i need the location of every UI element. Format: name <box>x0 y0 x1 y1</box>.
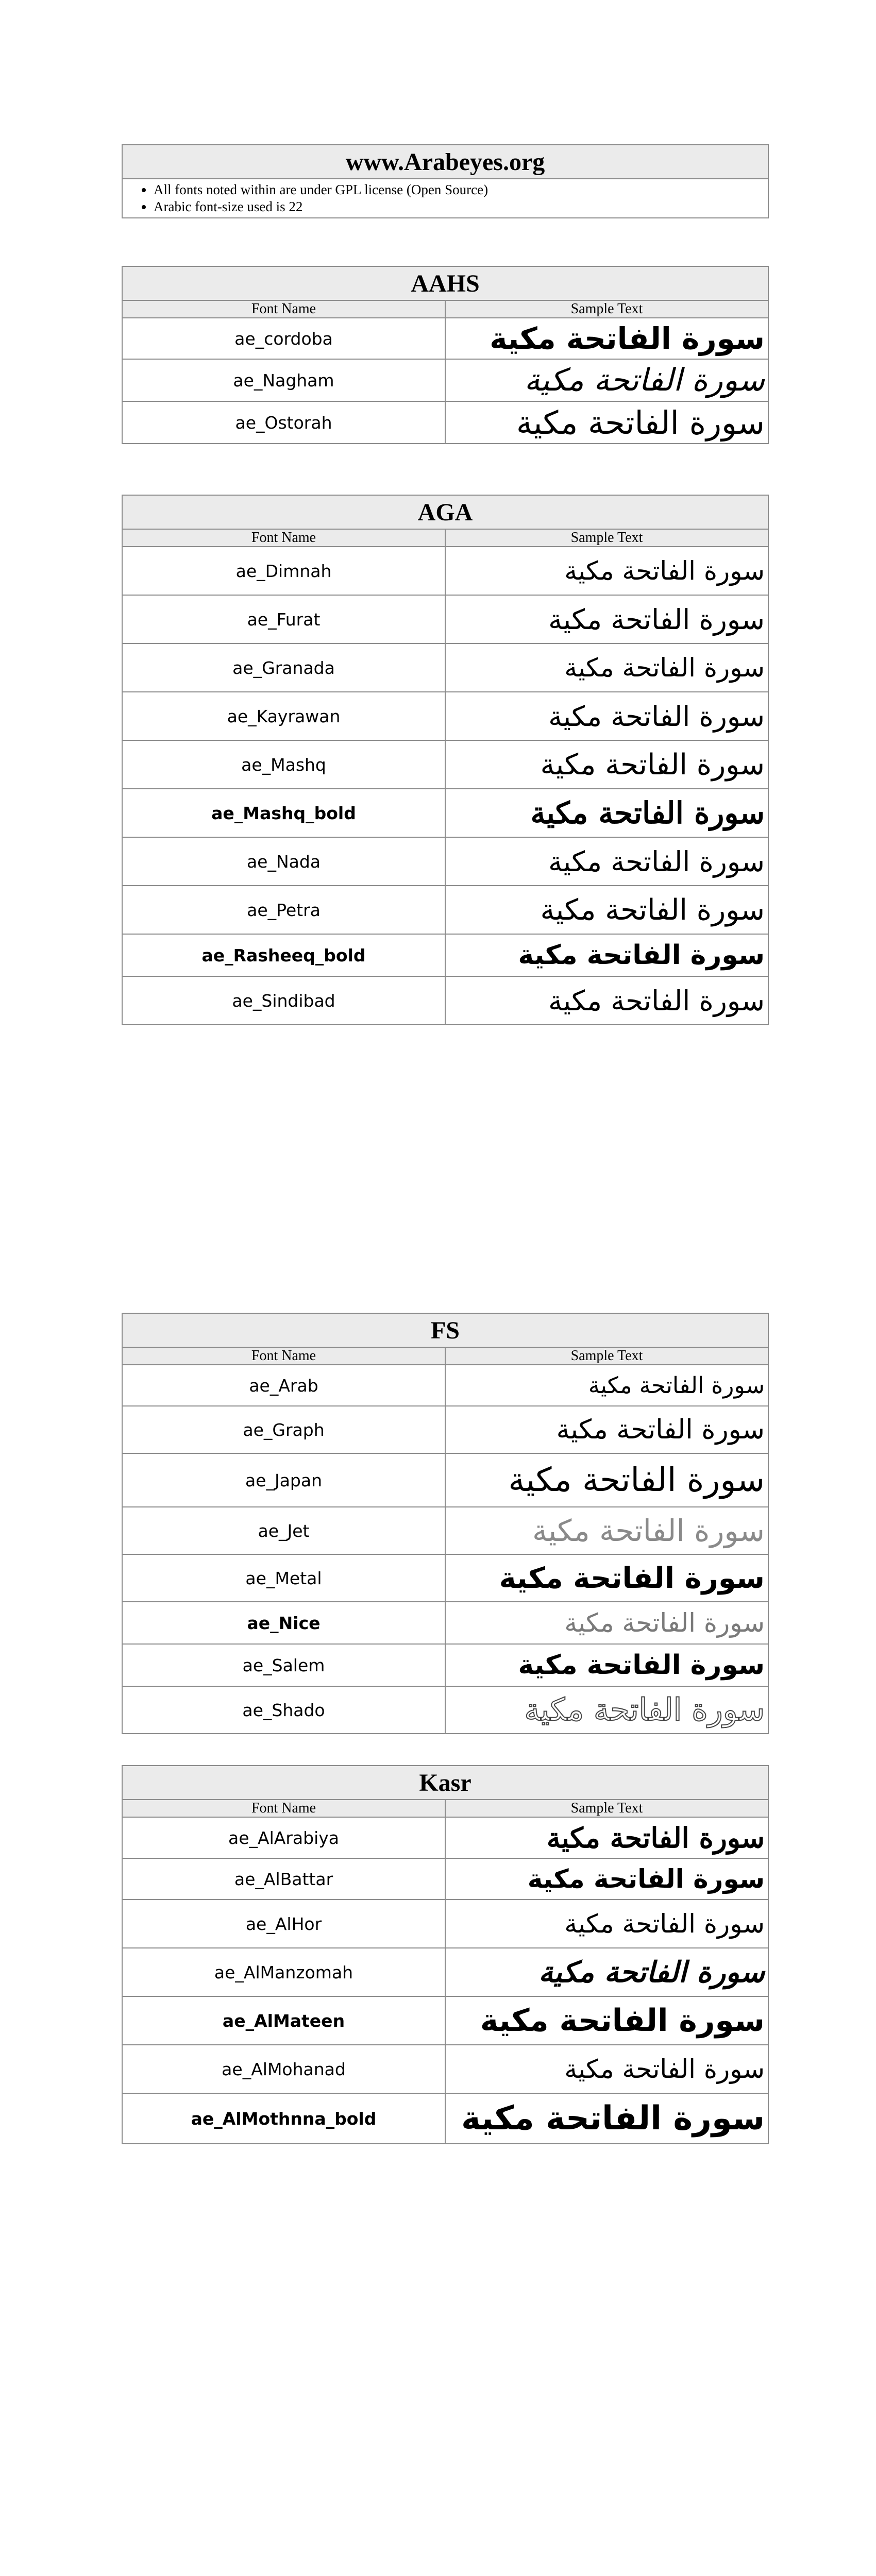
header-block <box>122 144 769 218</box>
column-header-font-name: Font Name <box>122 1347 445 1365</box>
font-name: ae_Mashq <box>122 740 445 789</box>
font-name: ae_AlHor <box>122 1900 445 1948</box>
font-name: ae_AlMothnna_bold <box>122 2093 445 2144</box>
font-name: ae_Arab <box>122 1365 445 1406</box>
column-header-sample-text: Sample Text <box>445 1347 768 1365</box>
sample-text: سورة الفاتحة مكية <box>445 886 768 934</box>
font-name: ae_AlBattar <box>122 1858 445 1900</box>
column-header-font-name: Font Name <box>122 529 445 547</box>
sample-text: سورة الفاتحة مكية <box>445 837 768 886</box>
section-aahs <box>122 266 769 444</box>
font-name: ae_Furat <box>122 595 445 643</box>
font-name: ae_Dimnah <box>122 547 445 595</box>
font-name: ae_Nada <box>122 837 445 886</box>
sample-text: سورة الفاتحة مكية <box>445 976 768 1025</box>
column-header-sample-text: Sample Text <box>445 300 768 318</box>
font-name: ae_Japan <box>122 1453 445 1507</box>
font-name: ae_cordoba <box>122 318 445 359</box>
section-fs <box>122 1313 769 1734</box>
sample-text: سورة الفاتحة مكية <box>445 789 768 837</box>
header-table <box>122 144 769 218</box>
font-name: ae_Rasheeq_bold <box>122 934 445 976</box>
column-header-font-name: Font Name <box>122 300 445 318</box>
sample-text: سورة الفاتحة مكية <box>445 318 768 359</box>
section-kasr <box>122 1765 769 2144</box>
font-name: ae_Metal <box>122 1554 445 1602</box>
sample-text: سورة الفاتحة مكية <box>445 1686 768 1734</box>
section-title: FS <box>122 1313 768 1347</box>
font-name: ae_Shado <box>122 1686 445 1734</box>
column-header-font-name: Font Name <box>122 1800 445 1817</box>
sample-text: سورة الفاتحة مكية <box>445 1507 768 1554</box>
sample-text: سورة الفاتحة مكية <box>445 1602 768 1644</box>
note-license: • All fonts noted within are under GPL license (Open Source) <box>154 181 768 198</box>
sample-text: سورة الفاتحة مكية <box>445 1554 768 1602</box>
sample-text: سورة الفاتحة مكية <box>445 1453 768 1507</box>
font-name: ae_AlManzomah <box>122 1948 445 1996</box>
sample-text: سورة الفاتحة مكية <box>445 1900 768 1948</box>
sample-text: سورة الفاتحة مكية <box>445 1858 768 1900</box>
sample-text: سورة الفاتحة مكية <box>445 1996 768 2045</box>
section-title: AGA <box>122 495 768 529</box>
site-title: www.Arabeyes.org <box>122 145 768 179</box>
sample-text: سورة الفاتحة مكية <box>445 740 768 789</box>
font-name: ae_Jet <box>122 1507 445 1554</box>
font-name: ae_Nagham <box>122 359 445 401</box>
font-name: ae_AlMateen <box>122 1996 445 2045</box>
sample-text: سورة الفاتحة مكية <box>445 1948 768 1996</box>
font-name: ae_Sindibad <box>122 976 445 1025</box>
font-name: ae_AlMohanad <box>122 2045 445 2093</box>
column-header-sample-text: Sample Text <box>445 529 768 547</box>
sample-text: سورة الفاتحة مكية <box>445 401 768 444</box>
font-table <box>122 266 769 444</box>
sample-text: سورة الفاتحة مكية <box>445 2093 768 2144</box>
font-name: ae_Ostorah <box>122 401 445 444</box>
font-name: ae_Nice <box>122 1602 445 1644</box>
section-aga <box>122 495 769 1025</box>
font-name: ae_Kayrawan <box>122 692 445 740</box>
font-name: ae_AlArabiya <box>122 1817 445 1858</box>
sample-text: سورة الفاتحة مكية <box>445 1365 768 1406</box>
sample-text: سورة الفاتحة مكية <box>445 643 768 692</box>
sample-text: سورة الفاتحة مكية <box>445 2045 768 2093</box>
font-table <box>122 1765 769 2144</box>
section-title: Kasr <box>122 1766 768 1800</box>
sample-text: سورة الفاتحة مكية <box>445 359 768 401</box>
section-title: AAHS <box>122 266 768 300</box>
sample-text: سورة الفاتحة مكية <box>445 934 768 976</box>
font-table <box>122 1313 769 1734</box>
font-table <box>122 495 769 1025</box>
sample-text: سورة الفاتحة مكية <box>445 692 768 740</box>
font-name: ae_Salem <box>122 1644 445 1686</box>
sample-text: سورة الفاتحة مكية <box>445 595 768 643</box>
font-name: ae_Mashq_bold <box>122 789 445 837</box>
note-font-size: • Arabic font-size used is 22 <box>154 198 768 215</box>
sample-text: سورة الفاتحة مكية <box>445 1406 768 1453</box>
font-name: ae_Petra <box>122 886 445 934</box>
font-name: ae_Granada <box>122 643 445 692</box>
notes-cell <box>122 179 768 218</box>
font-name: ae_Graph <box>122 1406 445 1453</box>
column-header-sample-text: Sample Text <box>445 1800 768 1817</box>
notes-list <box>123 179 768 217</box>
sample-text: سورة الفاتحة مكية <box>445 547 768 595</box>
sample-text: سورة الفاتحة مكية <box>445 1817 768 1858</box>
sample-text: سورة الفاتحة مكية <box>445 1644 768 1686</box>
